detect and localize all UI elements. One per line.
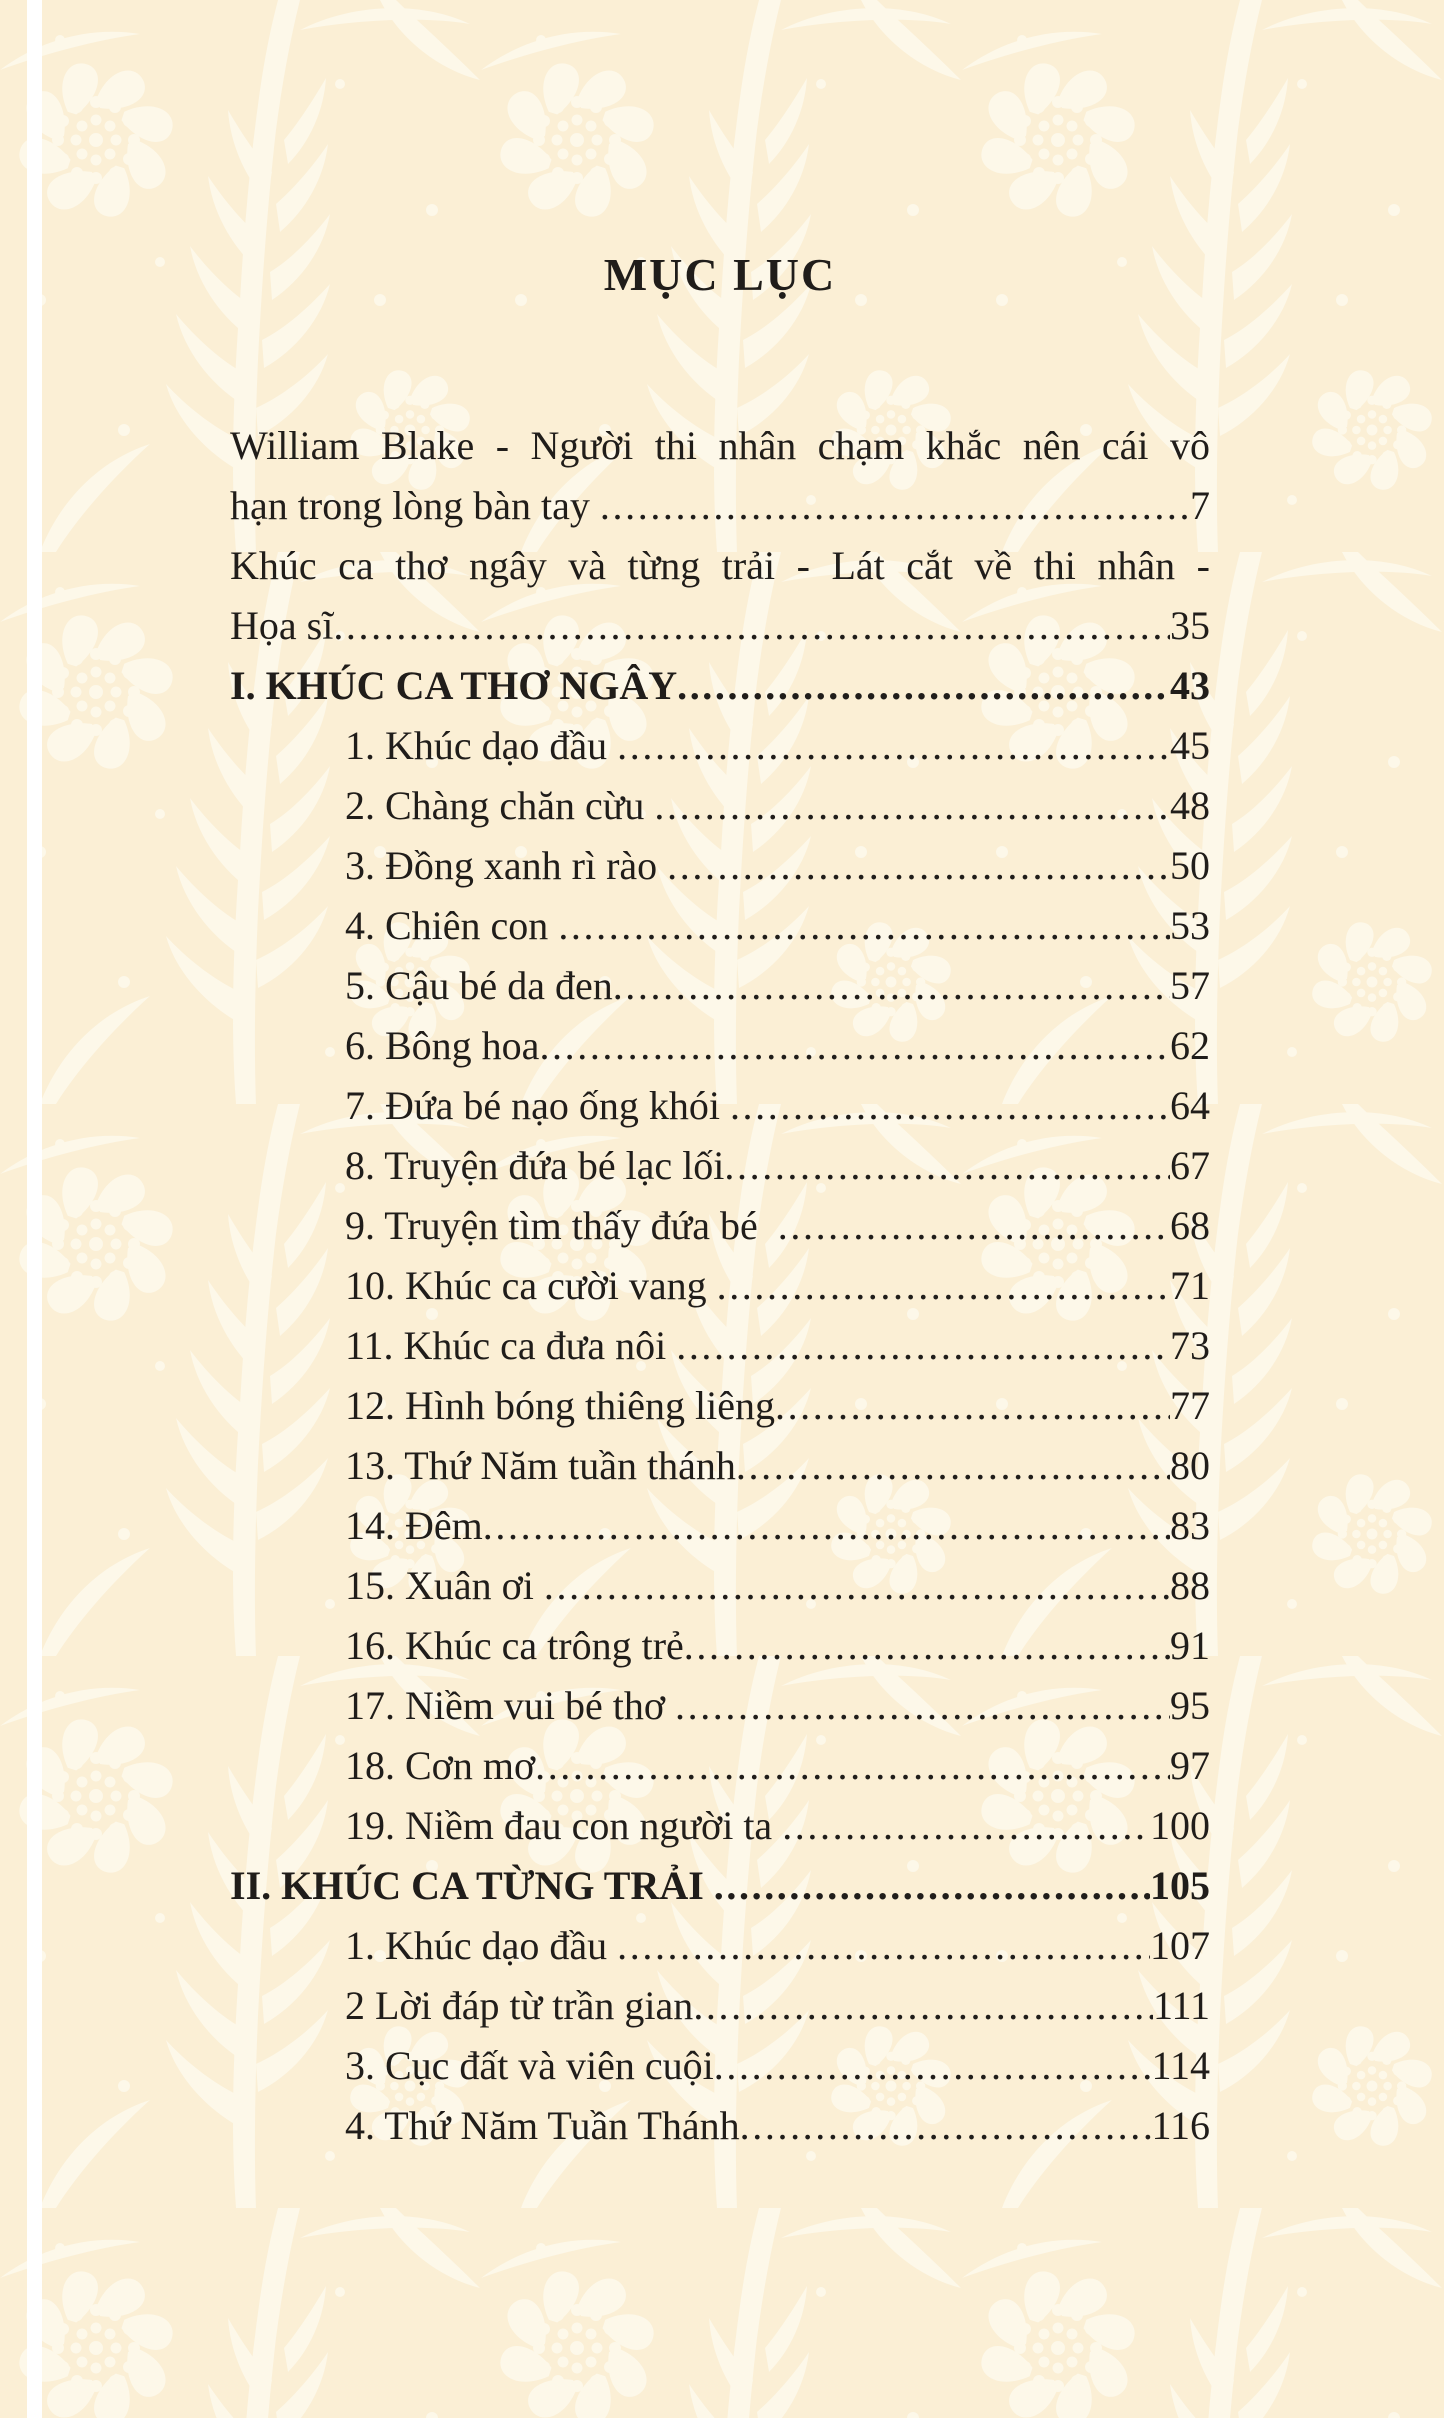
toc-entry-label: II. KHÚC CA TỪNG TRẢI: [230, 1863, 714, 1908]
dot-leader: [677, 656, 1170, 716]
dot-leader: [539, 1016, 1170, 1076]
toc-entry: [230, 1856, 1210, 1916]
toc-entry-page: 48: [1170, 783, 1210, 828]
toc-entry-label: 15. Xuân ơi: [345, 1563, 544, 1608]
toc-entry: [230, 1016, 1210, 1076]
toc-entry-page: 50: [1170, 843, 1210, 888]
toc-entry: [230, 2096, 1210, 2156]
toc-entry: [230, 656, 1210, 716]
toc-entry-page: 105: [1150, 1863, 1210, 1908]
toc-entry: [230, 1436, 1210, 1496]
toc-entry-label: 9. Truyện tìm thấy đứa bé: [345, 1203, 778, 1248]
dot-leader: [714, 1856, 1150, 1916]
dot-leader: [676, 1316, 1170, 1376]
toc-entry-page: 91: [1170, 1623, 1210, 1668]
toc-entry-label: 17. Niềm vui bé thơ: [345, 1683, 675, 1728]
toc-entry-label: 6. Bông hoa: [345, 1023, 540, 1068]
toc-entry: [230, 1556, 1210, 1616]
toc-entry-page: 114: [1151, 2043, 1210, 2088]
toc-entry: [230, 1496, 1210, 1556]
toc-entry-label: 3. Cục đất và viên cuội: [345, 2043, 714, 2088]
toc-entry: [230, 1136, 1210, 1196]
toc-entry-page: 67: [1170, 1143, 1210, 1188]
toc-entry: [230, 596, 1210, 656]
toc-entry: [230, 536, 1210, 596]
toc-entry: [230, 2036, 1210, 2096]
toc-entry-label: William Blake - Người thi nhân chạm khắc nên cái vô: [230, 423, 1210, 468]
dot-leader: [775, 1376, 1170, 1436]
toc-entry-label: 14. Đêm: [345, 1503, 483, 1548]
toc-entry-page: 100: [1150, 1803, 1210, 1848]
toc-entry-label: 5. Cậu bé da đen: [345, 963, 613, 1008]
dot-leader: [483, 1496, 1170, 1556]
toc-entry-label: 2. Chàng chăn cừu: [345, 783, 655, 828]
toc-entry-label: 18. Cơn mơ: [345, 1743, 536, 1788]
toc-entry: [230, 716, 1210, 776]
toc-entry: [230, 416, 1210, 476]
toc-entry-label: 4. Chiên con: [345, 903, 559, 948]
toc-entry-page: 111: [1152, 1983, 1210, 2028]
toc-entry-page: 57: [1170, 963, 1210, 1008]
toc-list: [230, 416, 1210, 2156]
toc-entry: [230, 1256, 1210, 1316]
toc-entry-page: 64: [1170, 1083, 1210, 1128]
dot-leader: [613, 956, 1170, 1016]
dot-leader: [544, 1556, 1170, 1616]
toc-entry-page: 35: [1170, 603, 1210, 648]
dot-leader: [778, 1196, 1170, 1256]
dot-leader: [684, 1616, 1170, 1676]
toc-entry-label: 10. Khúc ca cười vang: [345, 1263, 717, 1308]
dot-leader: [714, 2036, 1152, 2096]
toc-entry-label: 1. Khúc dạo đầu: [345, 723, 618, 768]
toc-entry-label: I. KHÚC CA THƠ NGÂY: [230, 663, 678, 708]
toc-entry: [230, 896, 1210, 956]
dot-leader: [730, 1076, 1170, 1136]
toc-entry: [230, 1376, 1210, 1436]
toc-entry-page: 88: [1170, 1563, 1210, 1608]
dot-leader: [782, 1796, 1150, 1856]
toc-entry: [230, 1076, 1210, 1136]
toc-entry: [230, 1976, 1210, 2036]
dot-leader: [675, 1676, 1170, 1736]
toc-entry: [230, 1616, 1210, 1676]
toc-entry-page: 7: [1190, 483, 1210, 528]
dot-leader: [600, 476, 1190, 536]
toc-entry: [230, 1796, 1210, 1856]
toc-entry-page: 62: [1170, 1023, 1210, 1068]
page-edge-line: [27, 0, 42, 2418]
toc-entry-label: 4. Thứ Năm Tuần Thánh: [345, 2103, 740, 2148]
toc-entry-label: Khúc ca thơ ngây và từng trải - Lát cắt về thi nhân -: [230, 543, 1210, 588]
toc-entry-label: 13. Thứ Năm tuần thánh: [345, 1443, 736, 1488]
toc-entry-label: 8. Truyện đứa bé lạc lối: [345, 1143, 725, 1188]
dot-leader: [724, 1136, 1170, 1196]
toc-entry-label: 7. Đứa bé nạo ống khói: [345, 1083, 730, 1128]
toc-entry-label: 3. Đồng xanh rì rào: [345, 843, 668, 888]
dot-leader: [558, 896, 1170, 956]
toc-entry: [230, 1196, 1210, 1256]
toc-entry-page: 73: [1170, 1323, 1210, 1368]
toc-entry: [230, 1676, 1210, 1736]
dot-leader: [667, 836, 1170, 896]
toc-entry-page: 97: [1170, 1743, 1210, 1788]
dot-leader: [333, 596, 1170, 656]
toc-entry-page: 80: [1170, 1443, 1210, 1488]
toc-entry-page: 77: [1170, 1383, 1210, 1428]
toc-entry: [230, 476, 1210, 536]
dot-leader: [693, 1976, 1153, 2036]
toc-entry-label: 2 Lời đáp từ trần gian: [345, 1983, 694, 2028]
dot-leader: [736, 1436, 1170, 1496]
toc-entry: [230, 956, 1210, 1016]
toc-entry-label: 19. Niềm đau con người ta: [345, 1803, 783, 1848]
dot-leader: [617, 716, 1170, 776]
toc-entry-label: 1. Khúc dạo đầu: [345, 1923, 618, 1968]
toc-entry: [230, 1316, 1210, 1376]
toc-entry-page: 116: [1151, 2103, 1210, 2148]
toc-entry-page: 45: [1170, 723, 1210, 768]
toc-entry-page: 83: [1170, 1503, 1210, 1548]
dot-leader: [617, 1916, 1150, 1976]
toc-entry: [230, 836, 1210, 896]
toc-entry-page: 71: [1170, 1263, 1210, 1308]
toc-entry: [230, 1736, 1210, 1796]
toc-entry-page: 68: [1170, 1203, 1210, 1248]
toc-entry-label: Họa sĩ: [230, 603, 334, 648]
toc-entry-label: 12. Hình bóng thiêng liêng: [345, 1383, 775, 1428]
dot-leader: [654, 776, 1170, 836]
page-title: MỤC LỤC: [603, 249, 837, 300]
toc-entry: [230, 776, 1210, 836]
toc-entry-page: 43: [1170, 663, 1210, 708]
dot-leader: [740, 2096, 1152, 2156]
toc-entry-label: 16. Khúc ca trông trẻ: [345, 1623, 684, 1668]
toc-entry-page: 53: [1170, 903, 1210, 948]
toc-entry-page: 107: [1150, 1923, 1210, 1968]
dot-leader: [717, 1256, 1170, 1316]
toc-entry: [230, 1916, 1210, 1976]
toc-entry-label: hạn trong lòng bàn tay: [230, 483, 600, 528]
toc-entry-label: 11. Khúc ca đưa nôi: [345, 1323, 677, 1368]
dot-leader: [535, 1736, 1170, 1796]
toc-entry-page: 95: [1170, 1683, 1210, 1728]
